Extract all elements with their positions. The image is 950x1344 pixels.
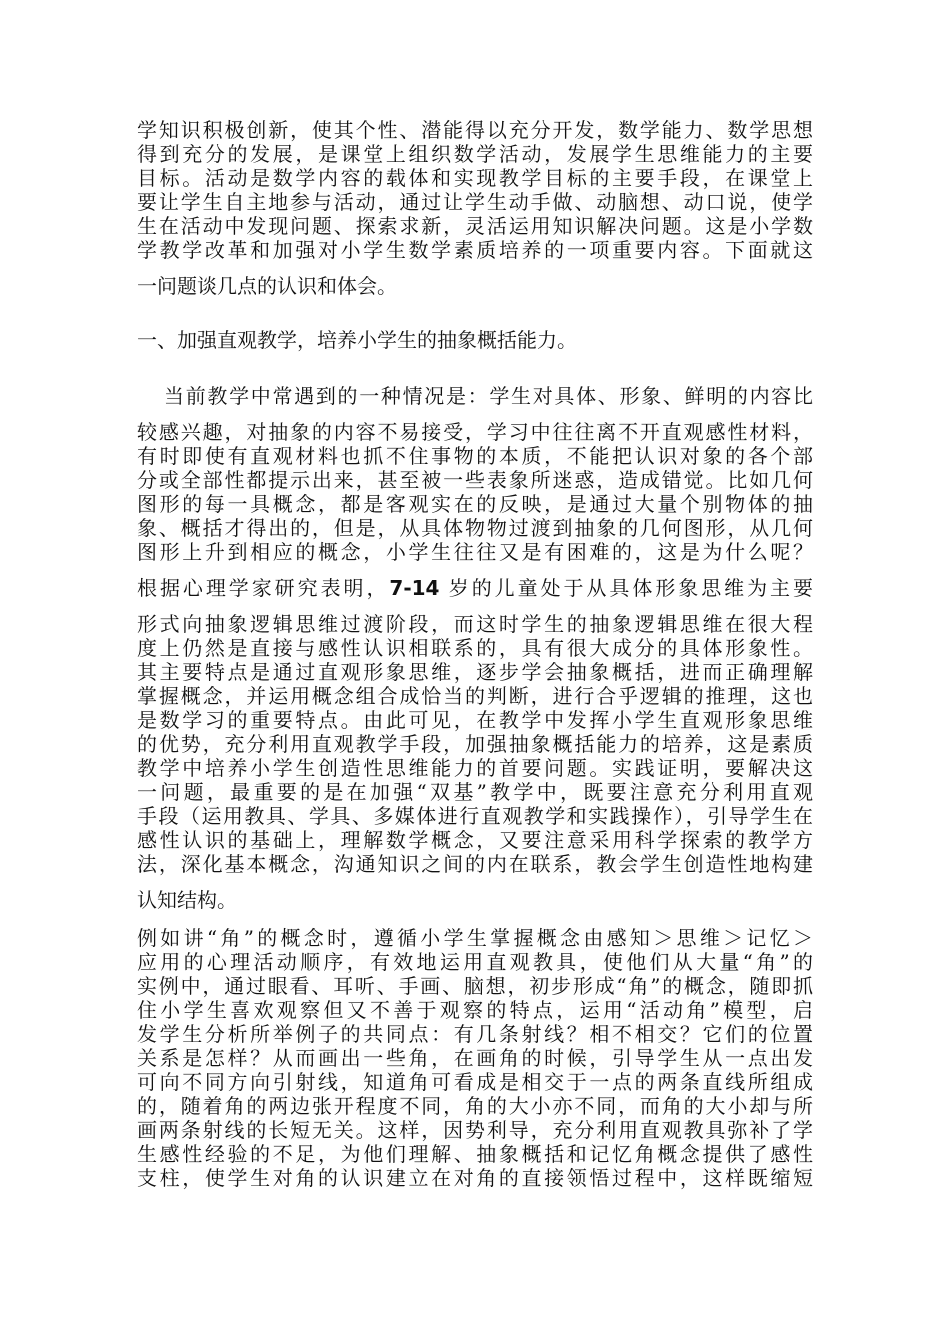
text-line: 关系是怎样？从而画出一些角，在画角的时候，引导学生从一点出发 bbox=[137, 1046, 813, 1070]
text-line: 实例中，通过眼看、耳听、手画、脑想，初步形成“角”的概念，随即抓 bbox=[137, 974, 813, 998]
text-line: 法，深化基本概念，沟通知识之间的内在联系，教会学生创造性地构建 bbox=[137, 852, 813, 876]
age-range: 7-14 bbox=[389, 576, 440, 600]
document-page bbox=[137, 118, 813, 1190]
section-heading bbox=[137, 328, 813, 352]
text-line: 掌握概念，并运用概念组合成恰当的判断，进行合乎逻辑的推理，这也 bbox=[137, 684, 813, 708]
text-line: 住小学生喜欢观察但又不善于观察的特点，运用“活动角”模型，启 bbox=[137, 998, 813, 1022]
paragraph-psychology bbox=[137, 576, 813, 912]
text-line: 画两条射线的长短无关。这样，因势利导，充分利用直观教具弥补了学 bbox=[137, 1118, 813, 1142]
text-line: 生感性经验的不足，为他们理解、抽象概括和记忆角概念提供了感性 bbox=[137, 1142, 813, 1166]
text-line: 发学生分析所举例子的共同点：有几条射线？相不相交？它们的位置 bbox=[137, 1022, 813, 1046]
text-line: 手段（运用教具、学具、多媒体进行直观教学和实践操作），引导学生在 bbox=[137, 804, 813, 828]
text-line bbox=[137, 576, 813, 600]
text-line: 的，随着角的两边张开程度不同，角的大小亦不同，而角的大小却与所 bbox=[137, 1094, 813, 1118]
text-line: 图形上升到相应的概念，小学生往往又是有困难的，这是为什么呢？ bbox=[137, 540, 813, 564]
text-line: 的优势，充分利用直观教学手段，加强抽象概括能力的培养，这是素质 bbox=[137, 732, 813, 756]
text-line: 学知识积极创新，使其个性、潜能得以充分开发，数学能力、数学思想 bbox=[137, 118, 813, 142]
text-line: 有时即使有直观材料也抓不住事物的本质，不能把认识对象的各个部 bbox=[137, 444, 813, 468]
text-line: 形式向抽象逻辑思维过渡阶段，而这时学生的抽象逻辑思维在很大程 bbox=[137, 612, 813, 636]
text-line: 应用的心理活动顺序，有效地运用直观教具，使他们从大量“角”的 bbox=[137, 950, 813, 974]
text-line: 度上仍然是直接与感性认识相联系的，具有很大成分的具体形象性。 bbox=[137, 636, 813, 660]
text-line: 生在活动中发现问题、探索求新，灵活运用知识解决问题。这是小学数 bbox=[137, 214, 813, 238]
text-line: 要让学生自主地参与活动，通过让学生动手做、动脑想、动口说，使学 bbox=[137, 190, 813, 214]
paragraph-observation bbox=[137, 384, 813, 564]
heading-text: 一、加强直观教学，培养小学生的抽象概括能力。 bbox=[137, 328, 577, 352]
text-line: 其主要特点是通过直观形象思维，逐步学会抽象概括，进而正确理解 bbox=[137, 660, 813, 684]
text-line: 象、概括才得出的，但是，从具体物物过渡到抽象的几何图形，从几何 bbox=[137, 516, 813, 540]
text-line: 可向不同方向引射线，知道角可看成是相交于一点的两条直线所组成 bbox=[137, 1070, 813, 1094]
paragraph-intro bbox=[137, 118, 813, 298]
text-line: 当前教学中常遇到的一种情况是：学生对具体、形象、鲜明的内容比 bbox=[164, 384, 813, 408]
text-line: 较感兴趣，对抽象的内容不易接受，学习中往往离不开直观感性材料， bbox=[137, 420, 813, 444]
text-line: 得到充分的发展，是课堂上组织数学活动，发展学生思维能力的主要 bbox=[137, 142, 813, 166]
text-segment: 根据心理学家研究表明， bbox=[137, 576, 390, 600]
text-segment: 岁的儿童处于从具体形象思维为主要 bbox=[439, 576, 813, 600]
text-line: 分或全部性都提示出来，甚至被一些表象所迷惑，造成错觉。比如几何 bbox=[137, 468, 813, 492]
text-line: 是数学习的重要特点。由此可见，在教学中发挥小学生直观形象思维 bbox=[137, 708, 813, 732]
text-line: 支柱，使学生对角的认识建立在对角的直接领悟过程中，这样既缩短 bbox=[137, 1166, 813, 1190]
text-line: 感性认识的基础上，理解数学概念，又要注意采用科学探索的教学方 bbox=[137, 828, 813, 852]
text-line: 目标。活动是数学内容的载体和实现教学目标的主要手段，在课堂上 bbox=[137, 166, 813, 190]
text-line: 认知结构。 bbox=[137, 888, 237, 912]
text-line: 教学中培养小学生创造性思维能力的首要问题。实践证明，要解决这 bbox=[137, 756, 813, 780]
paragraph-example-angle bbox=[137, 926, 813, 1190]
text-line: 学教学改革和加强对小学生数学素质培养的一项重要内容。下面就这 bbox=[137, 238, 813, 262]
text-line: 一问题，最重要的是在加强“双基”教学中，既要注意充分利用直观 bbox=[137, 780, 813, 804]
text-line: 图形的每一具概念，都是客观实在的反映，是通过大量个别物体的抽 bbox=[137, 492, 813, 516]
text-line: 例如讲“角”的概念时，遵循小学生掌握概念由感知＞思维＞记忆＞ bbox=[137, 926, 813, 950]
text-line: 一问题谈几点的认识和体会。 bbox=[137, 274, 397, 298]
